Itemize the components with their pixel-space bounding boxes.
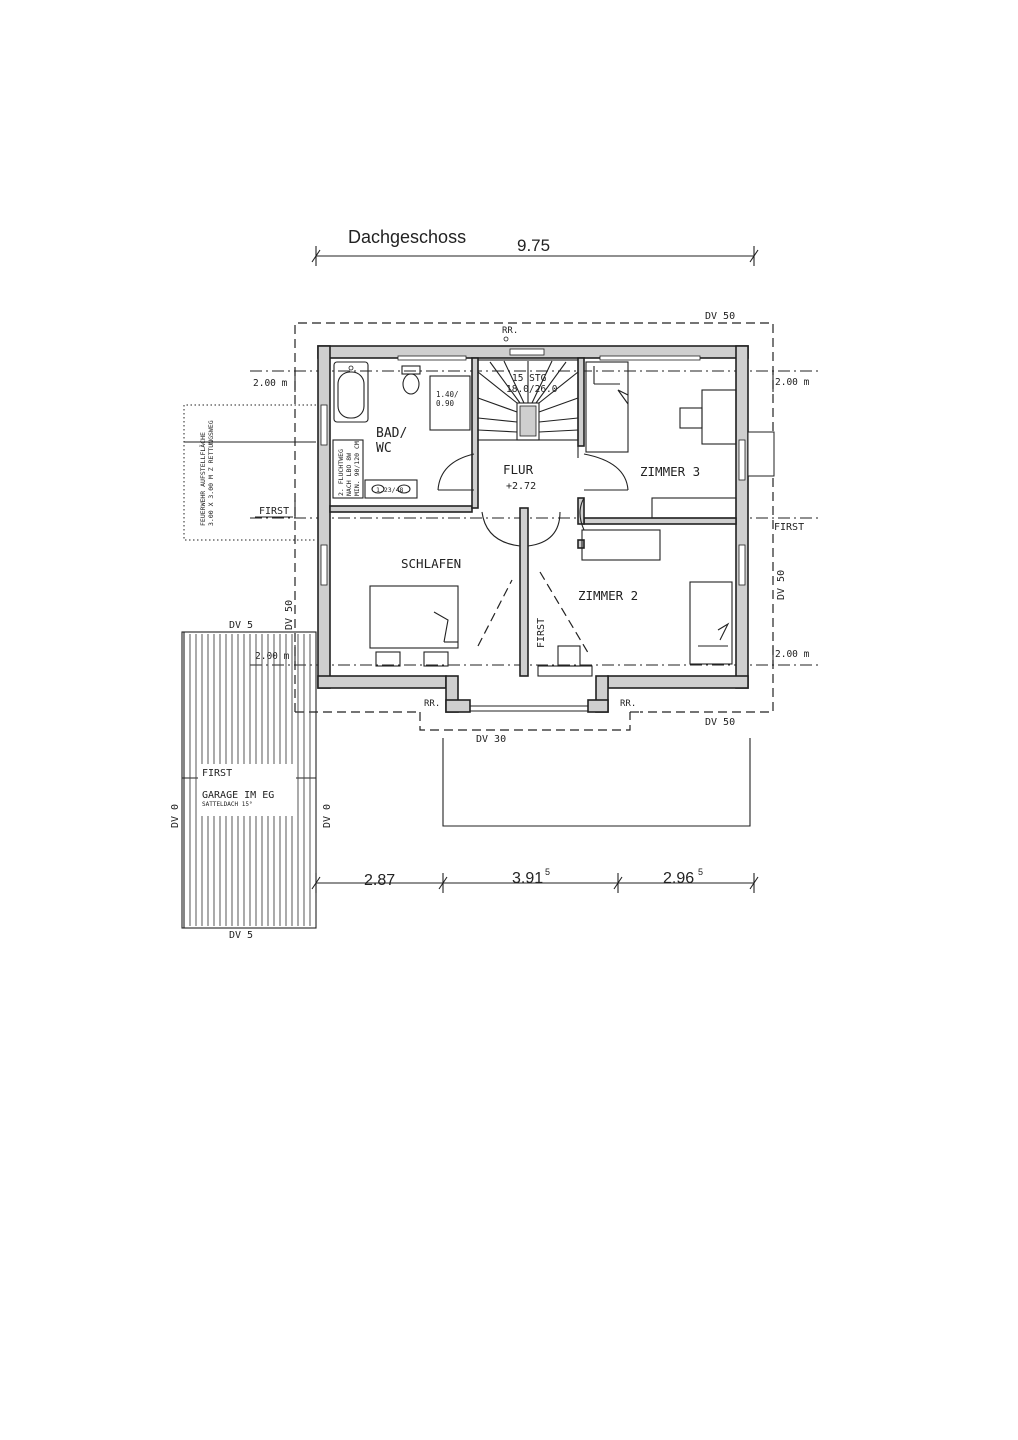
overall-dimension-label: 9.75 <box>517 236 551 255</box>
stair-steps: 15 STG <box>512 373 547 384</box>
svg-text:FEUERWEHR AUFSTELLFLÄCHE: FEUERWEHR AUFSTELLFLÄCHE <box>199 432 207 526</box>
staircase <box>478 360 578 440</box>
exterior-walls <box>318 346 774 712</box>
first-left-label: FIRST <box>259 506 290 517</box>
dv50-top-label: DV 50 <box>705 311 736 322</box>
dim-seg2-sup: 5 <box>545 867 551 877</box>
fire-access-note <box>198 420 215 526</box>
rr-right-label: RR. <box>620 699 637 709</box>
room-label-wc: WC <box>376 441 392 456</box>
height-200-top-right: 2.00 m <box>775 377 810 388</box>
bath-window-size: 1.40/ <box>436 390 459 399</box>
stair-rise-run: 18.0/26.0 <box>506 384 558 395</box>
dim-seg3-sup: 5 <box>698 867 704 877</box>
garage-label: GARAGE IM EG <box>202 790 275 801</box>
schlafen-furniture <box>370 586 458 666</box>
room-label-zimmer3: ZIMMER 3 <box>640 464 701 479</box>
first-right-label: FIRST <box>774 522 805 533</box>
height-200-mid-left: 2.00 m <box>255 651 290 662</box>
room-label-bad: BAD/ <box>376 426 408 441</box>
svg-text:2. FLUCHTWEG: 2. FLUCHTWEG <box>337 449 345 496</box>
escape-route-note <box>337 441 361 496</box>
dv0-right-label: DV 0 <box>322 803 333 828</box>
dv50-right-side-label: DV 50 <box>776 569 787 600</box>
room-label-zimmer2: ZIMMER 2 <box>578 588 639 603</box>
height-200-mid-right: 2.00 m <box>775 649 810 660</box>
svg-text:3.00 X 3.00 M Z RETTUNGSWEG: 3.00 X 3.00 M Z RETTUNGSWEG <box>207 420 215 526</box>
dv50-left-side-label: DV 50 <box>284 599 295 630</box>
dim-seg1: 2.87 <box>364 872 396 889</box>
dim-seg2: 3.91 <box>512 870 544 887</box>
bath-window-height: 0.90 <box>436 399 455 408</box>
dv0-left-label: DV 0 <box>170 803 181 828</box>
dv30-label: DV 30 <box>476 734 507 745</box>
svg-text:MIN. 90/120 CM: MIN. 90/120 CM <box>353 441 361 496</box>
hallway-doors <box>438 446 628 546</box>
lower-terrace-outline <box>443 738 750 826</box>
room-label-schlafen: SCHLAFEN <box>401 556 462 571</box>
room-label-flur: FLUR <box>503 462 534 477</box>
rr-top-label: RR. <box>502 326 519 336</box>
flur-level: +2.72 <box>506 481 537 492</box>
dv50-bottom-label: DV 50 <box>705 717 736 728</box>
plan-title: Dachgeschoss <box>348 227 467 247</box>
height-200-top-left: 2.00 m <box>253 378 288 389</box>
rr-left-label: RR. <box>424 699 441 709</box>
dim-seg3: 2.96 <box>663 870 695 887</box>
zimmer3-furniture <box>586 362 736 518</box>
zimmer2-furniture <box>538 530 732 676</box>
garage-roof-type: SATTELDACH 15° <box>202 801 253 808</box>
svg-text:NACH LBO 8W: NACH LBO 8W <box>345 452 353 496</box>
dv5-bottom-label: DV 5 <box>229 930 254 941</box>
first-garage-label: FIRST <box>202 768 233 779</box>
ridge-dashes <box>478 572 590 656</box>
first-mid-label: FIRST <box>536 617 547 648</box>
bath-sink-size: 1.23/48 <box>376 486 404 494</box>
dv5-top-label: DV 5 <box>229 620 254 631</box>
